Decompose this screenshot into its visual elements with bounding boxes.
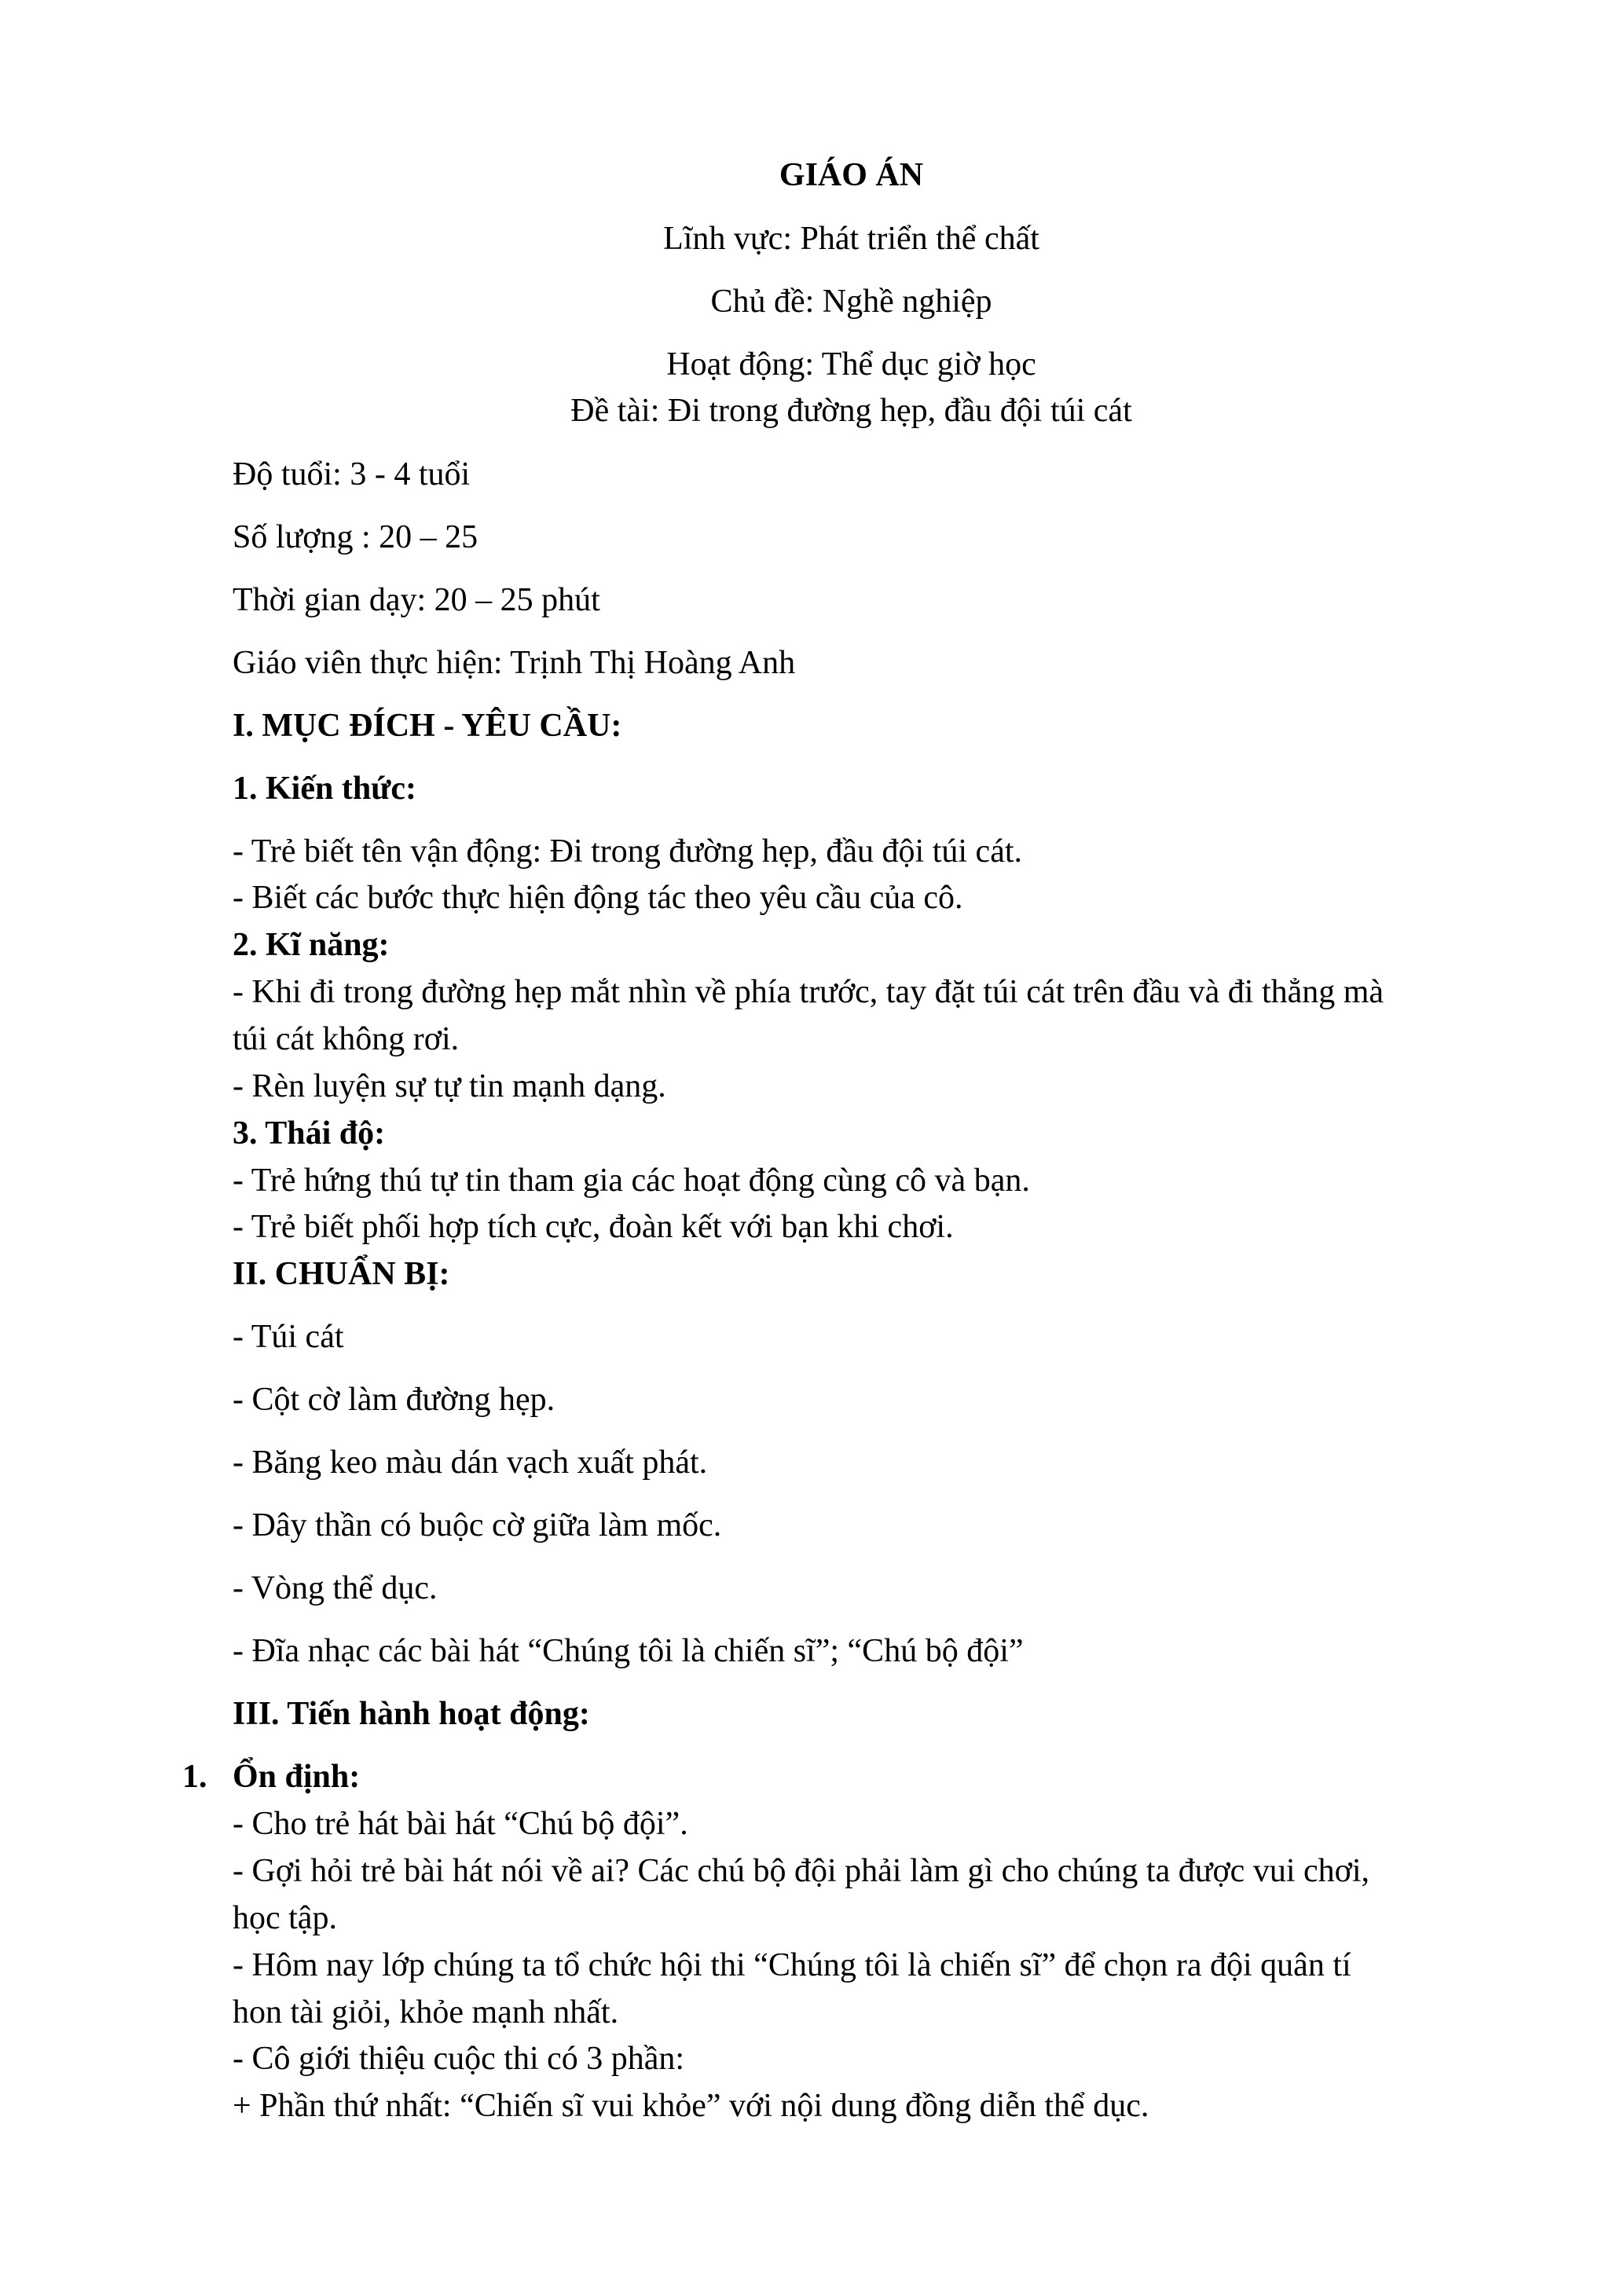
age-line: Độ tuổi: 3 - 4 tuổi xyxy=(233,456,471,493)
prep-item: - Cột cờ làm đường hẹp. xyxy=(233,1382,555,1418)
teacher-line: Giáo viên thực hiện: Trịnh Thị Hoàng Anh xyxy=(233,645,796,681)
step1-line: - Cho trẻ hát bài hát “Chú bộ đội”. xyxy=(233,1806,688,1842)
prep-item: - Đĩa nhạc các bài hát “Chúng tôi là chiến sĩ”; “Chú bộ đội” xyxy=(233,1633,1024,1669)
doc-title: GIÁO ÁN xyxy=(779,157,924,193)
step1-line: hon tài giỏi, khỏe mạnh nhất. xyxy=(233,1994,619,2031)
knowledge-heading: 1. Kiến thức: xyxy=(233,771,417,807)
attitude-item: - Trẻ biết phối hợp tích cực, đoàn kết với bạn khi chơi. xyxy=(233,1209,954,1245)
step1-line: + Phần thứ nhất: “Chiến sĩ vui khỏe” với nội dung đồng diễn thể dục. xyxy=(233,2088,1149,2124)
knowledge-item: - Trẻ biết tên vận động: Đi trong đường hẹp, đầu đội túi cát. xyxy=(233,833,1023,870)
topic-line: Đề tài: Đi trong đường hẹp, đầu đội túi cát xyxy=(570,393,1132,429)
knowledge-item: - Biết các bước thực hiện động tác theo yêu cầu của cô. xyxy=(233,880,963,916)
step1-line: học tập. xyxy=(233,1900,337,1936)
prep-item: - Dây thần có buộc cờ giữa làm mốc. xyxy=(233,1507,722,1543)
step1-line: - Cô giới thiệu cuộc thi có 3 phần: xyxy=(233,2041,685,2077)
skills-item-line: - Khi đi trong đường hẹp mắt nhìn về phía trước, tay đặt túi cát trên đầu và đi thẳng mà xyxy=(233,974,1384,1010)
prep-item: - Vòng thể dục. xyxy=(233,1570,438,1606)
attitude-heading: 3. Thái độ: xyxy=(233,1115,386,1152)
step1-line: - Hôm nay lớp chúng ta tổ chức hội thi “Chúng tôi là chiến sĩ” để chọn ra đội quân tí xyxy=(233,1947,1351,1983)
prep-item: - Túi cát xyxy=(233,1319,344,1355)
theme-line: Chủ đề: Nghề nghiệp xyxy=(710,284,992,320)
section3-heading: III. Tiến hành hoạt động: xyxy=(233,1696,590,1732)
step1-heading: Ổn định: xyxy=(233,1759,361,1795)
quantity-line: Số lượng : 20 – 25 xyxy=(233,519,478,555)
skills-heading: 2. Kĩ năng: xyxy=(233,927,390,963)
field-line: Lĩnh vực: Phát triển thể chất xyxy=(663,221,1039,257)
prep-item: - Băng keo màu dán vạch xuất phát. xyxy=(233,1445,708,1481)
section1-heading: I. MỤC ĐÍCH - YÊU CẦU: xyxy=(233,708,622,744)
section2-heading: II. CHUẨN BỊ: xyxy=(233,1256,450,1292)
activity-line: Hoạt động: Thể dục giờ học xyxy=(666,346,1036,383)
skills-item-line: túi cát không rơi. xyxy=(233,1021,460,1057)
step1-line: - Gợi hỏi trẻ bài hát nói về ai? Các chú bộ đội phải làm gì cho chúng ta được vui chơi, xyxy=(233,1853,1370,1889)
step-number: 1. xyxy=(182,1759,207,1795)
skills-item: - Rèn luyện sự tự tin mạnh dạng. xyxy=(233,1068,666,1104)
duration-line: Thời gian dạy: 20 – 25 phút xyxy=(233,582,600,618)
attitude-item: - Trẻ hứng thú tự tin tham gia các hoạt động cùng cô và bạn. xyxy=(233,1163,1030,1199)
